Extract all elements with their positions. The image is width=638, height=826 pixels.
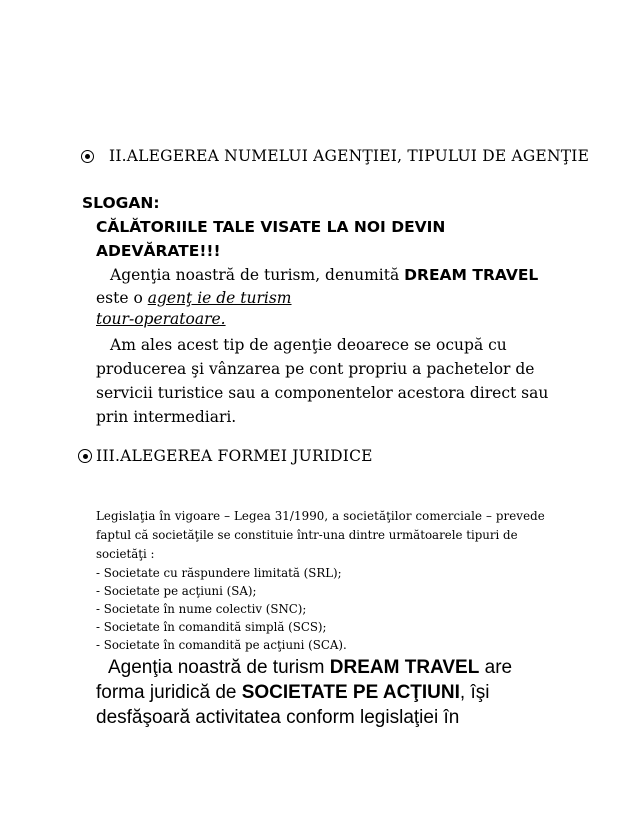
- agency-name-line: [96, 264, 538, 286]
- legal-form-type: SOCIETATE PE ACŢIUNI: [241, 682, 460, 703]
- legal-form-line2: [96, 680, 489, 705]
- tour-operator-link[interactable]: tour-operatoare.: [96, 310, 226, 328]
- section3-bullet-icon: [78, 449, 92, 463]
- section2-heading: II.ALEGEREA NUMELUI AGENŢIEI, TIPULUI DE AGENŢIE: [109, 147, 590, 165]
- agency-type-text: este o: [96, 289, 148, 307]
- reason-line1: Am ales acest tip de agenţie deoarece se ocupă cu: [110, 336, 507, 354]
- slogan-label: SLOGAN:: [82, 194, 160, 212]
- company-type-item: - Societate în comandită pe acţiuni (SCA).: [96, 638, 347, 652]
- legal-line2: faptul că societăţile se constituie într-una dintre următoarele tipuri de: [96, 528, 518, 542]
- reason-line4: prin intermediari.: [96, 408, 237, 426]
- reason-line2: producerea şi vânzarea pe cont propriu a pachetelor de: [96, 360, 535, 378]
- company-type-item: - Societate în comandită simplă (SCS);: [96, 620, 327, 634]
- section2-bullet-icon: [81, 150, 94, 163]
- legal-form-text: Agenţia noastră de turism: [108, 657, 330, 678]
- legal-line3: societăţi :: [96, 547, 155, 561]
- legal-form-prefix: forma juridică de: [96, 682, 242, 703]
- slogan-line1: CĂLĂTORIILE TALE VISATE LA NOI DEVIN: [96, 218, 446, 236]
- legal-form-line1: [108, 655, 512, 680]
- legal-form-brand: DREAM TRAVEL: [329, 657, 480, 678]
- slogan-line2: ADEVĂRATE!!!: [96, 242, 221, 260]
- agency-name-text: Agenţia noastră de turism, denumită: [110, 266, 405, 284]
- legal-form-are: are: [479, 657, 513, 678]
- agency-name-brand: DREAM TRAVEL: [404, 266, 539, 284]
- legal-line1: Legislaţia în vigoare – Legea 31/1990, a societăţilor comerciale – prevede: [96, 509, 545, 523]
- company-type-item: - Societate în nume colectiv (SNC);: [96, 602, 307, 616]
- agency-type-line: [96, 287, 292, 309]
- company-type-item: - Societate cu răspundere limitată (SRL);: [96, 566, 342, 580]
- agency-type-link[interactable]: agenţ ie de turism: [147, 289, 292, 307]
- company-type-item: - Societate pe acţiuni (SA);: [96, 584, 257, 598]
- legal-form-line3: desfăşoară activitatea conform legislaţiei în: [96, 707, 460, 728]
- legal-form-suffix: , îşi: [459, 682, 490, 703]
- section3-heading: III.ALEGEREA FORMEI JURIDICE: [96, 447, 373, 465]
- reason-line3: servicii turistice sau a componentelor acestora direct sau: [96, 384, 549, 402]
